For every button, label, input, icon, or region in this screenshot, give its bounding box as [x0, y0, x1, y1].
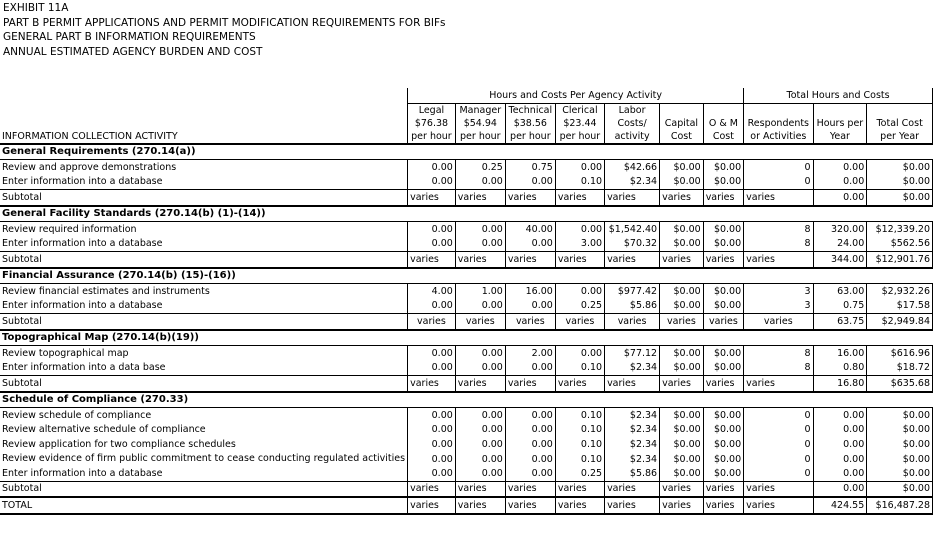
data-cell: 8 [744, 346, 813, 361]
data-cell: $0.00 [703, 160, 743, 175]
data-cell: 0.00 [455, 408, 505, 423]
exhibit-label: EXHIBIT 11A [3, 2, 69, 14]
data-cell: 63.00 [813, 284, 867, 299]
data-cell: varies [605, 376, 660, 392]
data-cell: 0.10 [555, 437, 604, 452]
data-cell: varies [703, 190, 743, 206]
data-cell: 0.00 [408, 361, 456, 376]
column-header-line: Labor [618, 104, 646, 116]
data-cell: $0.00 [867, 175, 933, 190]
column-header-line: Manager [459, 104, 502, 116]
data-cell: 0.00 [813, 452, 867, 467]
data-cell: 344.00 [813, 252, 867, 268]
data-cell: varies [505, 252, 555, 268]
data-cell: varies [703, 481, 743, 497]
subtotal-row [0, 376, 933, 392]
data-cell: 0.00 [408, 466, 456, 481]
data-cell: varies [555, 252, 604, 268]
data-cell: 0.00 [455, 237, 505, 252]
data-cell: 24.00 [813, 237, 867, 252]
data-cell: $77.12 [605, 346, 660, 361]
activity-label: Review and approve demonstrations [2, 161, 177, 173]
data-cell: $1,542.40 [605, 222, 660, 237]
data-cell: 0.00 [408, 452, 456, 467]
column-header-line: Technical [508, 104, 553, 116]
data-cell: $2.34 [605, 408, 660, 423]
data-cell: varies [744, 497, 813, 514]
data-cell: $0.00 [867, 190, 933, 206]
data-cell: varies [703, 497, 743, 514]
data-cell: varies [660, 190, 704, 206]
data-cell: $0.00 [867, 423, 933, 438]
data-cell: $12,339.20 [867, 222, 933, 237]
section-header [0, 392, 933, 408]
section-title: Financial Assurance (270.14(b) (15)-(16)) [0, 268, 933, 284]
data-cell: varies [744, 252, 813, 268]
document-caption: ANNUAL ESTIMATED AGENCY BURDEN AND COST [3, 45, 263, 58]
data-cell: 0.00 [455, 466, 505, 481]
data-cell: $2,932.26 [867, 284, 933, 299]
data-cell: 0.00 [408, 299, 456, 314]
data-cell: $42.66 [605, 160, 660, 175]
column-header [744, 103, 813, 144]
activity-label: Review topographical map [2, 347, 129, 359]
data-cell: $977.42 [605, 284, 660, 299]
data-cell: 1.00 [455, 284, 505, 299]
data-cell: varies [660, 376, 704, 392]
data-cell: $0.00 [867, 437, 933, 452]
column-header-line: activity [614, 130, 650, 142]
data-cell: $616.96 [867, 346, 933, 361]
section-header [0, 330, 933, 346]
data-cell: varies [408, 376, 456, 392]
data-cell: 0.00 [555, 222, 604, 237]
data-cell: $0.00 [703, 175, 743, 190]
document-title: PART B PERMIT APPLICATIONS AND PERMIT MODIFICATION REQUIREMENTS FOR BIFs [3, 16, 446, 29]
data-cell: 0.00 [505, 452, 555, 467]
activity-label: Review application for two compliance schedules [2, 438, 236, 450]
data-cell: 0.00 [813, 423, 867, 438]
column-header [0, 103, 408, 144]
table-row [0, 466, 933, 481]
column-header-line: $38.56 [513, 117, 547, 129]
data-cell: 320.00 [813, 222, 867, 237]
table-row [0, 237, 933, 252]
activity-label: TOTAL [0, 497, 408, 514]
data-cell: 0.00 [455, 222, 505, 237]
data-cell: $0.00 [660, 437, 704, 452]
column-header-row [0, 103, 933, 144]
activity-label: Enter information into a database [2, 467, 163, 479]
data-cell: $0.00 [867, 160, 933, 175]
data-cell: $0.00 [867, 452, 933, 467]
data-cell: 0.10 [555, 423, 604, 438]
subtotal-row [0, 190, 933, 206]
data-cell: 0.25 [555, 299, 604, 314]
data-cell: varies [408, 497, 456, 514]
column-header-line: per hour [460, 130, 501, 142]
table-row [0, 408, 933, 423]
data-cell: 16.00 [505, 284, 555, 299]
data-cell: $0.00 [660, 423, 704, 438]
activity-label: Enter information into a database [2, 238, 163, 250]
data-cell: $0.00 [867, 408, 933, 423]
data-cell: varies [744, 314, 813, 330]
column-header-line: Respondents [747, 117, 810, 129]
data-cell: 0.80 [813, 361, 867, 376]
subtotal-row [0, 252, 933, 268]
data-cell: $17.58 [867, 299, 933, 314]
column-header [555, 103, 604, 144]
data-cell: $70.32 [605, 237, 660, 252]
data-cell: varies [605, 314, 660, 330]
column-header-line: per hour [559, 130, 601, 142]
activity-label: Enter information into a database [2, 176, 163, 188]
data-cell: varies [455, 252, 505, 268]
data-cell: 0.00 [408, 237, 456, 252]
data-cell: varies [408, 481, 456, 497]
data-cell: $5.86 [605, 299, 660, 314]
data-cell: 0.00 [505, 437, 555, 452]
data-cell: $2,949.84 [867, 314, 933, 330]
activity-label: Subtotal [0, 376, 408, 392]
data-cell: $2.34 [605, 423, 660, 438]
data-cell: 0.00 [555, 160, 604, 175]
column-header [455, 103, 505, 144]
data-cell: $0.00 [703, 466, 743, 481]
table-row [0, 299, 933, 314]
data-cell: varies [660, 314, 704, 330]
data-cell: 0.00 [505, 423, 555, 438]
column-header-line: Capital [664, 117, 699, 129]
column-header-line: Year [829, 130, 850, 142]
data-cell: $0.00 [703, 222, 743, 237]
data-cell: 0 [744, 160, 813, 175]
data-cell: 0.00 [408, 222, 456, 237]
column-header-line: Hours per [816, 117, 864, 129]
column-header [605, 103, 660, 144]
data-cell: $18.72 [867, 361, 933, 376]
data-cell: 0.10 [555, 408, 604, 423]
data-cell: $0.00 [660, 299, 704, 314]
data-cell: varies [505, 190, 555, 206]
data-cell: 0.00 [813, 408, 867, 423]
data-cell: varies [455, 314, 505, 330]
data-cell: 0.25 [455, 160, 505, 175]
data-cell: varies [505, 314, 555, 330]
data-cell: varies [408, 252, 456, 268]
data-cell: $2.34 [605, 437, 660, 452]
column-header-line: $23.44 [563, 117, 597, 129]
data-cell: 0.00 [455, 346, 505, 361]
section-header [0, 206, 933, 222]
column-header-line: $54.94 [463, 117, 497, 129]
data-cell: varies [505, 497, 555, 514]
data-cell: $0.00 [703, 452, 743, 467]
data-cell: 0.00 [555, 346, 604, 361]
data-cell: varies [744, 376, 813, 392]
section-header [0, 268, 933, 284]
table-row [0, 452, 933, 467]
data-cell: varies [455, 497, 505, 514]
table-row [0, 175, 933, 190]
data-cell: 3 [744, 284, 813, 299]
column-header [703, 103, 743, 144]
data-cell: 0.75 [813, 299, 867, 314]
data-cell: 0.00 [408, 408, 456, 423]
column-header-line: per hour [411, 130, 452, 142]
data-cell: 0.00 [813, 481, 867, 497]
data-cell: 0.00 [813, 175, 867, 190]
data-cell: 0.00 [813, 437, 867, 452]
data-cell: $0.00 [703, 346, 743, 361]
section-title: Topographical Map (270.14(b)(19)) [0, 330, 933, 346]
data-cell: 0.00 [408, 160, 456, 175]
document-subtitle: GENERAL PART B INFORMATION REQUIREMENTS [3, 31, 256, 43]
column-header-line: $76.38 [414, 117, 449, 129]
section-header [0, 144, 933, 160]
data-cell: 4.00 [408, 284, 456, 299]
activity-label: Enter information into a database [2, 300, 163, 312]
data-cell: 0 [744, 437, 813, 452]
data-cell: $12,901.76 [867, 252, 933, 268]
data-cell: 0.00 [408, 437, 456, 452]
column-header [660, 103, 704, 144]
data-cell: 0.00 [455, 175, 505, 190]
data-cell: varies [455, 481, 505, 497]
data-cell: 0.00 [505, 299, 555, 314]
data-cell: 0.00 [555, 284, 604, 299]
column-header [867, 103, 933, 144]
data-cell: $2.34 [605, 452, 660, 467]
data-cell: 0 [744, 466, 813, 481]
data-cell: $0.00 [660, 237, 704, 252]
column-header-line: INFORMATION COLLECTION ACTIVITY [2, 130, 178, 142]
data-cell: $0.00 [703, 237, 743, 252]
table-row [0, 160, 933, 175]
data-cell: 0.00 [455, 361, 505, 376]
data-cell: $0.00 [660, 222, 704, 237]
activity-label: Enter information into a data base [2, 362, 166, 374]
section-title: Schedule of Compliance (270.33) [0, 392, 933, 408]
column-header-line: Total Cost [876, 117, 923, 129]
column-header-line: per Year [880, 130, 920, 142]
data-cell: varies [555, 190, 604, 206]
section-title: General Facility Standards (270.14(b) (1)-(14)) [0, 206, 933, 222]
data-cell: $2.34 [605, 175, 660, 190]
group-header-agency: Hours and Costs Per Agency Activity [408, 88, 744, 103]
data-cell: $0.00 [703, 361, 743, 376]
group-header-total: Total Hours and Costs [744, 88, 933, 103]
column-header-line: Cost [712, 130, 734, 142]
table-row [0, 437, 933, 452]
data-cell: varies [408, 314, 456, 330]
column-header-line: Clerical [562, 104, 598, 116]
activity-label: Review evidence of firm public commitment to cease conducting regulated activities [2, 452, 406, 464]
data-cell: $0.00 [660, 346, 704, 361]
data-cell: varies [744, 481, 813, 497]
data-cell: 0.00 [408, 175, 456, 190]
data-cell: $562.56 [867, 237, 933, 252]
data-cell: $0.00 [660, 361, 704, 376]
table-row [0, 361, 933, 376]
column-header-line: per hour [510, 130, 551, 142]
data-cell: $0.00 [660, 284, 704, 299]
data-cell: $0.00 [867, 466, 933, 481]
data-cell: $0.00 [660, 175, 704, 190]
data-cell: 8 [744, 361, 813, 376]
table-row [0, 284, 933, 299]
data-cell: varies [703, 314, 743, 330]
data-cell: varies [555, 481, 604, 497]
data-cell: varies [505, 481, 555, 497]
data-cell: 0.00 [813, 160, 867, 175]
data-cell: 0.00 [813, 190, 867, 206]
data-cell: varies [605, 190, 660, 206]
data-cell: 0 [744, 175, 813, 190]
data-cell: 40.00 [505, 222, 555, 237]
activity-label: Subtotal [0, 252, 408, 268]
subtotal-row [0, 481, 933, 497]
column-header-line: Cost [670, 130, 692, 142]
data-cell: 0.00 [505, 466, 555, 481]
data-cell: 0.00 [455, 299, 505, 314]
data-cell: $0.00 [703, 423, 743, 438]
data-cell: varies [555, 376, 604, 392]
data-cell: varies [703, 376, 743, 392]
activity-label: Review schedule of compliance [2, 409, 152, 421]
data-cell: 8 [744, 237, 813, 252]
data-cell: $0.00 [703, 408, 743, 423]
data-cell: 0.10 [555, 361, 604, 376]
data-cell: $2.34 [605, 361, 660, 376]
data-cell: varies [455, 376, 505, 392]
activity-label: Subtotal [0, 314, 408, 330]
activity-label: Review financial estimates and instruments [2, 285, 210, 297]
data-cell: 0.00 [408, 346, 456, 361]
data-cell: $16,487.28 [867, 497, 933, 514]
data-cell: $0.00 [660, 408, 704, 423]
data-cell: 0.75 [505, 160, 555, 175]
data-cell: varies [703, 252, 743, 268]
data-cell: 0 [744, 423, 813, 438]
data-cell: 63.75 [813, 314, 867, 330]
data-cell: varies [660, 481, 704, 497]
column-header-line: or Activities [750, 130, 807, 142]
data-cell: 3.00 [555, 237, 604, 252]
data-cell: 0.10 [555, 452, 604, 467]
section-title: General Requirements (270.14(a)) [0, 144, 933, 160]
activity-label: Subtotal [0, 190, 408, 206]
data-cell: $0.00 [867, 481, 933, 497]
data-cell: 0.00 [455, 437, 505, 452]
data-cell: varies [605, 252, 660, 268]
data-cell: 0 [744, 408, 813, 423]
data-cell: $0.00 [703, 437, 743, 452]
data-cell: varies [605, 497, 660, 514]
activity-label: Review alternative schedule of compliance [2, 424, 206, 436]
data-cell: $5.86 [605, 466, 660, 481]
data-cell: $0.00 [660, 466, 704, 481]
table-row [0, 346, 933, 361]
column-header-line: Costs/ [617, 117, 647, 129]
data-cell: $0.00 [703, 299, 743, 314]
data-cell: 0.00 [505, 237, 555, 252]
data-cell: varies [660, 497, 704, 514]
data-cell: $0.00 [660, 160, 704, 175]
data-cell: 0.00 [813, 466, 867, 481]
data-cell: $635.68 [867, 376, 933, 392]
data-cell: varies [744, 190, 813, 206]
data-cell: 0.25 [555, 466, 604, 481]
activity-label: Subtotal [0, 481, 408, 497]
data-cell: 424.55 [813, 497, 867, 514]
data-cell: varies [505, 376, 555, 392]
column-header-line: O & M [708, 117, 738, 129]
data-cell: $0.00 [703, 284, 743, 299]
burden-table [0, 88, 933, 515]
data-cell: 0.00 [408, 423, 456, 438]
data-cell: 16.00 [813, 346, 867, 361]
data-cell: 0.10 [555, 175, 604, 190]
group-header-row [0, 88, 933, 103]
data-cell: varies [408, 190, 456, 206]
column-header [813, 103, 867, 144]
total-row [0, 497, 933, 514]
column-header-line: Legal [418, 104, 445, 116]
document-header [3, 1, 446, 59]
subtotal-row [0, 314, 933, 330]
data-cell: 3 [744, 299, 813, 314]
data-cell: 0 [744, 452, 813, 467]
data-cell: 0.00 [505, 408, 555, 423]
data-cell: 0.00 [455, 452, 505, 467]
table-row [0, 222, 933, 237]
column-header [505, 103, 555, 144]
data-cell: varies [555, 314, 604, 330]
data-cell: 8 [744, 222, 813, 237]
data-cell: $0.00 [660, 452, 704, 467]
data-cell: varies [555, 497, 604, 514]
table-row [0, 423, 933, 438]
data-cell: 0.00 [505, 361, 555, 376]
column-header [408, 103, 456, 144]
activity-label: Review required information [2, 223, 137, 235]
data-cell: 2.00 [505, 346, 555, 361]
data-cell: varies [660, 252, 704, 268]
data-cell: 0.00 [455, 423, 505, 438]
data-cell: varies [455, 190, 505, 206]
data-cell: varies [605, 481, 660, 497]
data-cell: 0.00 [505, 175, 555, 190]
data-cell: 16.80 [813, 376, 867, 392]
